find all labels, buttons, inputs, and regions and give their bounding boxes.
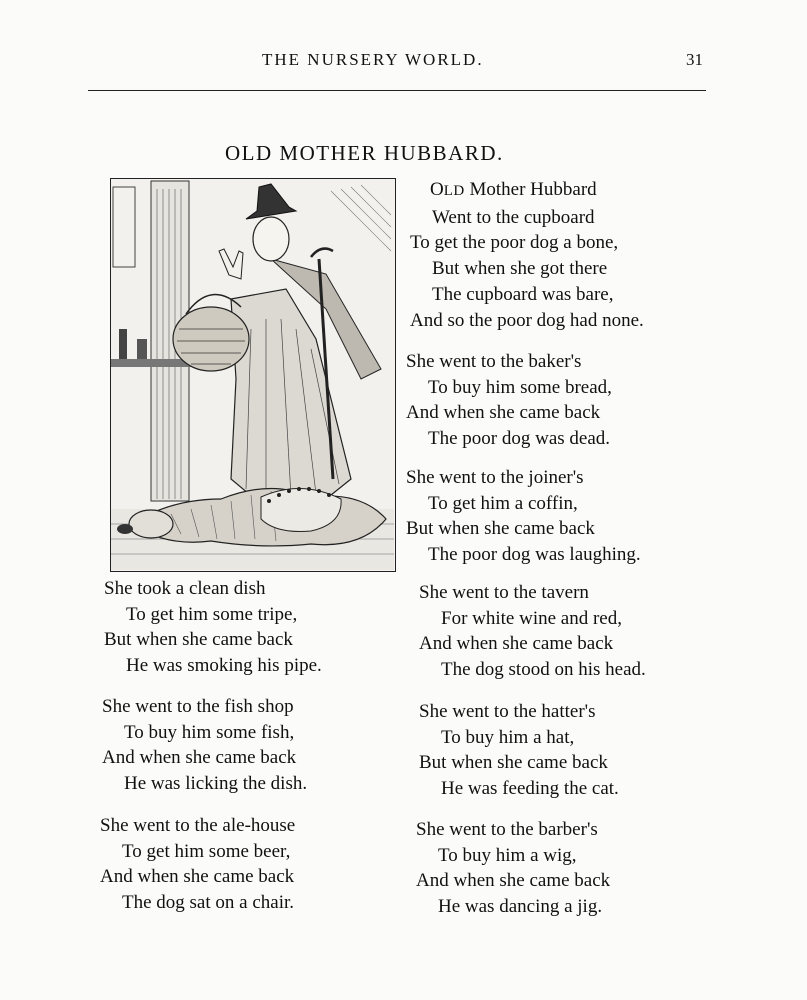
verse-line: She went to the barber's — [416, 819, 598, 840]
verse-line: And when she came back — [100, 866, 295, 888]
running-title: THE NURSERY WORLD. — [262, 50, 484, 69]
verse-line: But when she came back — [104, 629, 293, 651]
verse-line: To buy him some bread, — [428, 376, 612, 398]
stanza-right-2 — [406, 349, 612, 452]
stanza-right-5 — [419, 699, 619, 802]
verse-line: She went to the tavern — [419, 582, 589, 603]
verse-line: He was feeding the cat. — [441, 778, 619, 800]
verse-line: To buy him some fish, — [124, 721, 295, 743]
verse-line: She took a clean dish — [104, 578, 266, 599]
verse-line: He was smoking his pipe. — [126, 655, 322, 677]
stanza-right-1 — [410, 177, 644, 333]
small-caps: LD — [443, 183, 465, 199]
stanza-left-3 — [100, 813, 295, 916]
verse-line: But when she got there — [432, 258, 608, 280]
verse-line: She went to the fish shop — [102, 696, 294, 717]
verse-line: To get him some tripe, — [126, 603, 298, 625]
stanza-left-2 — [102, 694, 307, 797]
verse-line: She went to the joiner's — [406, 467, 584, 488]
page-number: 31 — [686, 50, 703, 69]
verse-line: But when she came back — [406, 518, 595, 540]
verse-line: To buy him a wig, — [438, 844, 577, 866]
poem-title: OLD MOTHER HUBBARD. — [225, 141, 504, 165]
verse-line: To get the poor dog a bone, — [410, 232, 619, 254]
verse-line: And when she came back — [419, 633, 614, 655]
verse-line: OLD Mother Hubbard — [430, 179, 597, 200]
stanza-right-6 — [416, 817, 610, 920]
verse-line: The cupboard was bare, — [432, 283, 614, 305]
verse-line: But when she came back — [419, 752, 608, 774]
header-rule — [88, 90, 706, 91]
verse-line: She went to the hatter's — [419, 701, 596, 722]
verse-line: She went to the baker's — [406, 351, 582, 372]
verse-line: And when she came back — [102, 747, 297, 769]
verse-line: And when she came back — [416, 870, 611, 892]
verse-line: And when she came back — [406, 402, 601, 424]
verse-line: To get him a coffin, — [428, 492, 578, 514]
stanza-left-1 — [104, 576, 322, 679]
verse-line: She went to the ale-house — [100, 815, 296, 836]
verse-line: He was licking the dish. — [124, 773, 308, 795]
stanza-right-3 — [406, 465, 641, 568]
verse-line: Went to the cupboard — [432, 206, 595, 228]
verse-line: He was dancing a jig. — [438, 896, 603, 918]
verse-line: The poor dog was laughing. — [428, 544, 641, 566]
verse-line: To buy him a hat, — [441, 726, 575, 748]
illustration-engraving — [110, 178, 396, 572]
verse-line: The dog stood on his head. — [441, 659, 646, 681]
stanza-right-4 — [419, 580, 646, 683]
verse-line: For white wine and red, — [441, 607, 622, 629]
verse-line: The poor dog was dead. — [428, 428, 611, 450]
verse-line: And so the poor dog had none. — [410, 309, 644, 331]
verse-line: The dog sat on a chair. — [122, 892, 295, 914]
drop-initial: O — [430, 179, 444, 200]
running-head — [0, 48, 807, 74]
mother-hubbard-engraving-icon — [111, 179, 394, 570]
verse-line: To get him some beer, — [122, 840, 291, 862]
